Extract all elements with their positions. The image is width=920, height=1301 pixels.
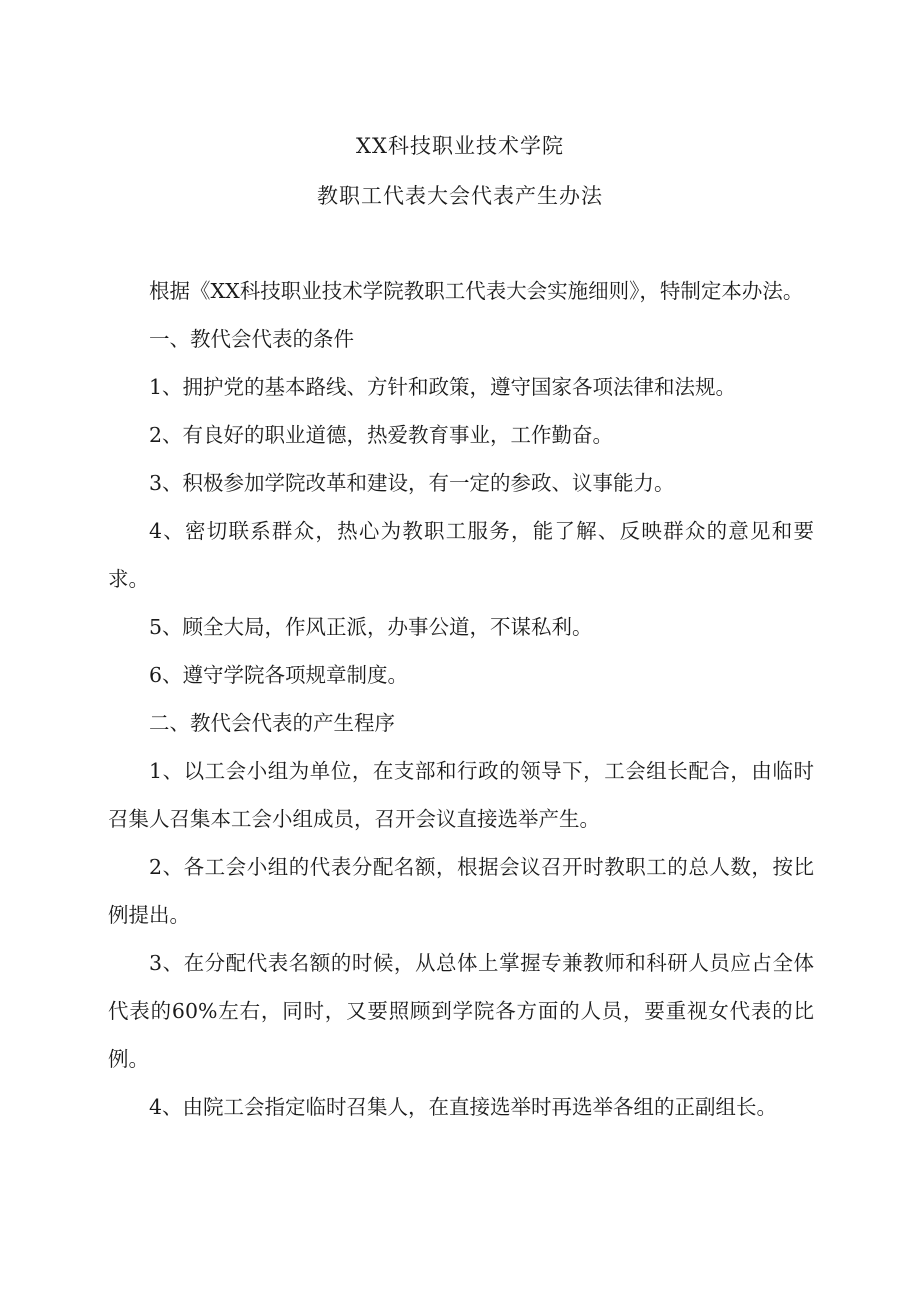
document-title: XX科技职业技术学院: [356, 134, 564, 158]
paragraph-condition-2: 2、有良好的职业道德，热爱教育事业，工作勤奋。: [149, 423, 614, 447]
paragraph-condition-5: 5、顾全大局，作风正派，办事公道，不谋私利。: [149, 615, 593, 639]
paragraph-procedure-1: 1、以工会小组为单位，在支部和行政的领导下，工会组长配合，由临时召集人召集本工会小组成员，召开会议直接选举产生。: [108, 759, 814, 831]
section-heading-procedure: 二、教代会代表的产生程序: [149, 711, 395, 735]
document-body: [108, 267, 814, 1131]
paragraph-procedure-3: 3、在分配代表名额的时候，从总体上掌握专兼教师和科研人员应占全体代表的60%左右，同时，又要照顾到学院各方面的人员，要重视女代表的比例。: [108, 951, 814, 1071]
document-subtitle: 教职工代表大会代表产生办法: [317, 184, 603, 208]
paragraph-condition-6: 6、遵守学院各项规章制度。: [149, 663, 409, 687]
section-heading-conditions: 一、教代会代表的条件: [149, 327, 354, 351]
paragraph-condition-3: 3、积极参加学院改革和建设，有一定的参政、议事能力。: [149, 471, 675, 495]
paragraph-condition-4: 4、密切联系群众，热心为教职工服务，能了解、反映群众的意见和要求。: [108, 519, 814, 591]
paragraph-procedure-4: 4、由院工会指定临时召集人，在直接选举时再选举各组的正副组长。: [149, 1095, 778, 1119]
paragraph-intro: 根据《XX科技职业技术学院教职工代表大会实施细则》，特制定本办法。: [149, 279, 804, 303]
paragraph-condition-1: 1、拥护党的基本路线、方针和政策，遵守国家各项法律和法规。: [149, 375, 737, 399]
paragraph-procedure-2: 2、各工会小组的代表分配名额，根据会议召开时教职工的总人数，按比例提出。: [108, 855, 814, 927]
